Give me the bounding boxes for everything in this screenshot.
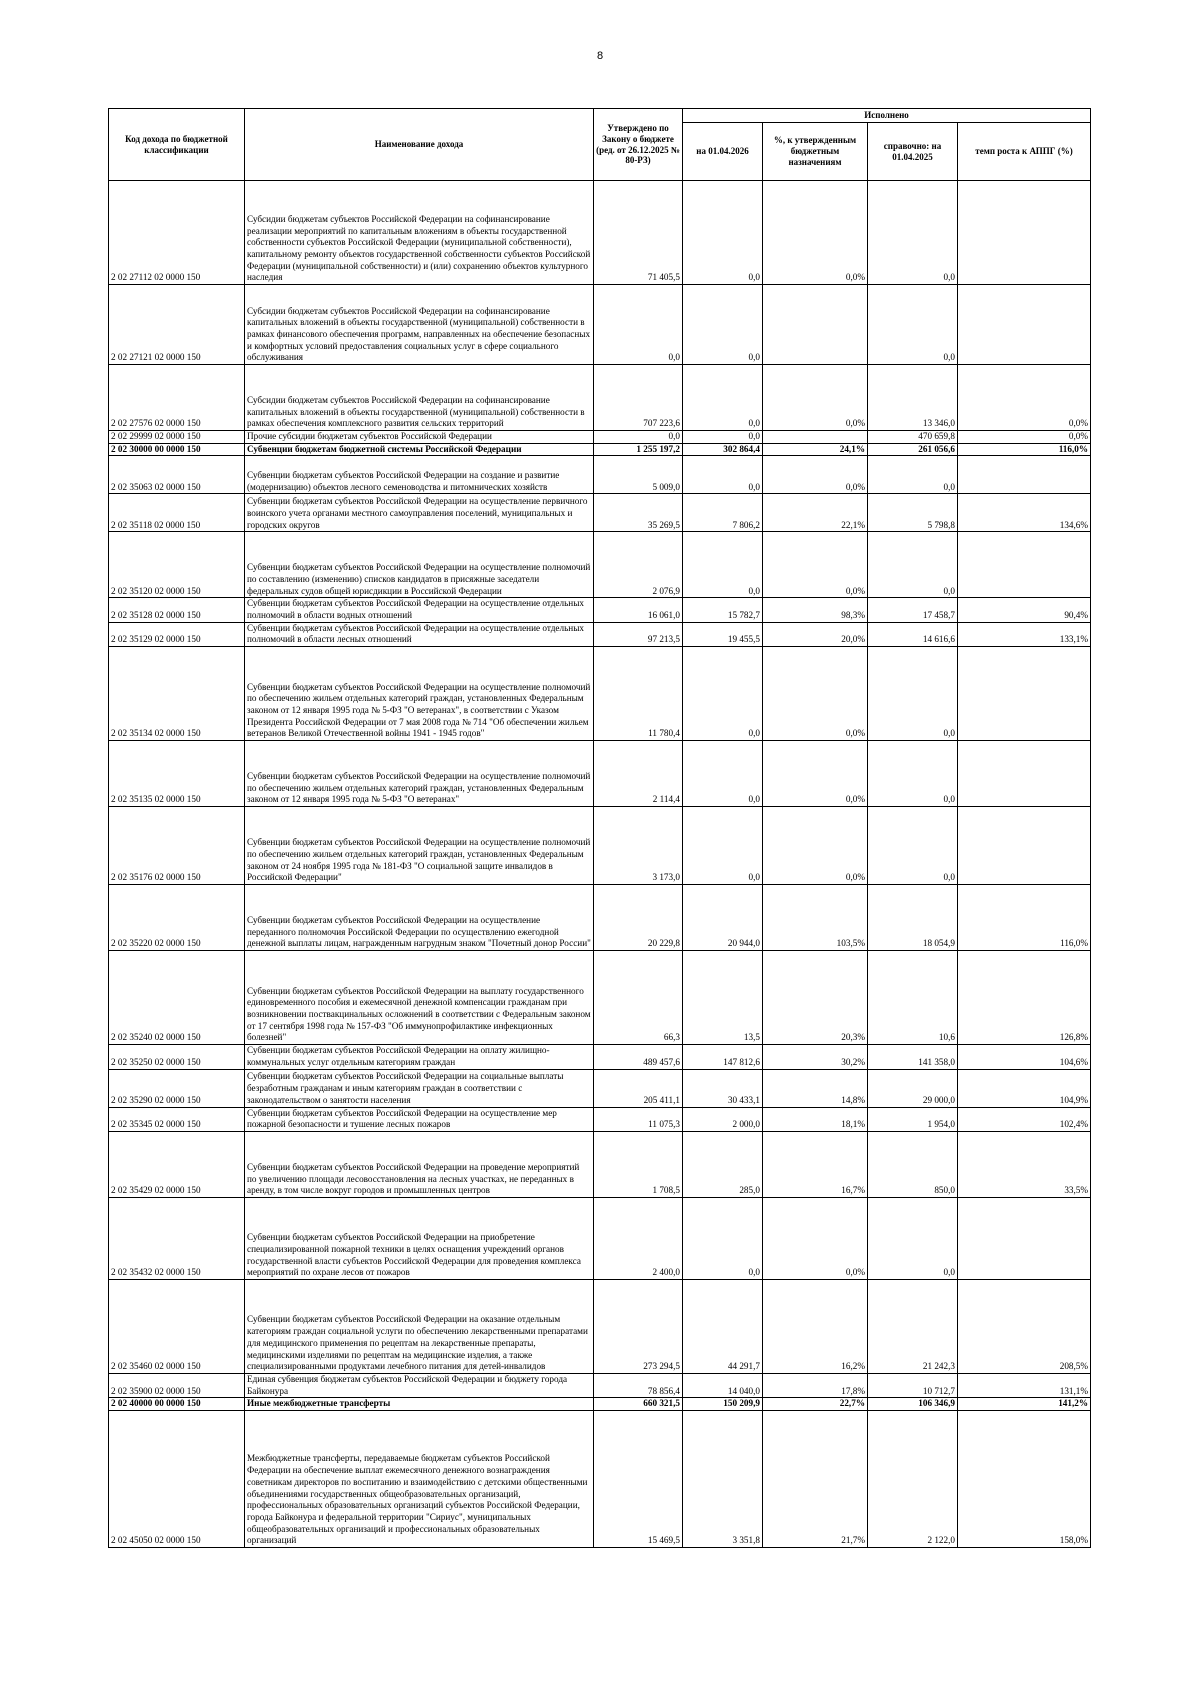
cell-percent: 20,3% bbox=[763, 951, 868, 1045]
cell-growth: 33,5% bbox=[958, 1131, 1091, 1197]
cell-executed: 0,0 bbox=[683, 181, 763, 285]
cell-percent: 16,2% bbox=[763, 1279, 868, 1373]
table-row bbox=[109, 807, 1091, 885]
header-on-date: на 01.04.2026 bbox=[683, 123, 763, 181]
cell-growth: 116,0% bbox=[958, 885, 1091, 951]
cell-percent: 30,2% bbox=[763, 1045, 868, 1069]
cell-growth bbox=[958, 181, 1091, 285]
header-code: Код дохода по бюджетной классификации bbox=[109, 109, 245, 181]
cell-percent: 0,0% bbox=[763, 456, 868, 494]
cell-code: 2 02 35900 02 0000 150 bbox=[109, 1373, 245, 1397]
cell-growth: 90,4% bbox=[958, 598, 1091, 622]
cell-approved: 16 061,0 bbox=[594, 598, 683, 622]
cell-approved: 15 469,5 bbox=[594, 1410, 683, 1547]
cell-percent: 0,0% bbox=[763, 647, 868, 741]
cell-percent: 98,3% bbox=[763, 598, 868, 622]
cell-growth: 131,1% bbox=[958, 1373, 1091, 1397]
cell-code: 2 02 27576 02 0000 150 bbox=[109, 365, 245, 431]
cell-name: Субвенции бюджетам субъектов Российской Федерации на создание и развитие (модернизацию) объектов лесного семеноводства и питомнических хозяйств bbox=[245, 456, 594, 494]
cell-approved: 66,3 bbox=[594, 951, 683, 1045]
cell-approved: 0,0 bbox=[594, 285, 683, 365]
table-row bbox=[109, 622, 1091, 646]
cell-approved: 97 213,5 bbox=[594, 622, 683, 646]
table-row bbox=[109, 951, 1091, 1045]
cell-reference: 21 242,3 bbox=[868, 1279, 958, 1373]
cell-name: Субсидии бюджетам субъектов Российской Федерации на софинансирование капитальных вложений в объекты государственной (муниципальной) собственности в рамках финансового обеспечения программ, направленных на обеспечение безопасных и комфортных условий предоставления социальных услуг в сфере социального обслуживания bbox=[245, 285, 594, 365]
cell-reference: 106 346,9 bbox=[868, 1398, 958, 1411]
cell-executed: 0,0 bbox=[683, 456, 763, 494]
cell-approved: 1 708,5 bbox=[594, 1131, 683, 1197]
table-row bbox=[109, 598, 1091, 622]
cell-approved: 489 457,6 bbox=[594, 1045, 683, 1069]
cell-growth bbox=[958, 647, 1091, 741]
cell-growth bbox=[958, 456, 1091, 494]
table-row bbox=[109, 1398, 1091, 1411]
cell-name: Субвенции бюджетам субъектов Российской Федерации на приобретение специализированной пожарной техники в целях оснащения учреждений органов государственной власти субъектов Российской Федерации для проведения комплекса мероприятий по охране лесов от пожаров bbox=[245, 1197, 594, 1279]
cell-approved: 205 411,1 bbox=[594, 1069, 683, 1107]
cell-approved: 0,0 bbox=[594, 431, 683, 444]
cell-growth: 104,9% bbox=[958, 1069, 1091, 1107]
cell-reference: 141 358,0 bbox=[868, 1045, 958, 1069]
cell-reference: 17 458,7 bbox=[868, 598, 958, 622]
cell-executed: 20 944,0 bbox=[683, 885, 763, 951]
cell-reference: 2 122,0 bbox=[868, 1410, 958, 1547]
cell-code: 2 02 35240 02 0000 150 bbox=[109, 951, 245, 1045]
cell-growth: 102,4% bbox=[958, 1107, 1091, 1131]
table-row bbox=[109, 1410, 1091, 1547]
cell-percent: 20,0% bbox=[763, 622, 868, 646]
cell-code: 2 02 35250 02 0000 150 bbox=[109, 1045, 245, 1069]
cell-executed: 0,0 bbox=[683, 1197, 763, 1279]
cell-code: 2 02 40000 00 0000 150 bbox=[109, 1398, 245, 1411]
cell-approved: 2 400,0 bbox=[594, 1197, 683, 1279]
cell-executed: 2 000,0 bbox=[683, 1107, 763, 1131]
table-row bbox=[109, 285, 1091, 365]
cell-name: Субвенции бюджетам субъектов Российской Федерации на проведение мероприятий по увеличению площади лесовосстановления на лесных участках, не переданных в аренду, в том числе вокруг городов и промышленных центров bbox=[245, 1131, 594, 1197]
cell-executed: 0,0 bbox=[683, 647, 763, 741]
cell-code: 2 02 35432 02 0000 150 bbox=[109, 1197, 245, 1279]
cell-name: Субвенции бюджетам субъектов Российской Федерации на осуществление переданного полномочия Российской Федерации по осуществлению ежегодной денежной выплаты лицам, награжденным нагрудным знаком "Почетный донор России" bbox=[245, 885, 594, 951]
table-row bbox=[109, 1373, 1091, 1397]
cell-name: Субвенции бюджетам субъектов Российской Федерации на осуществление полномочий по обеспечению жильем отдельных категорий граждан, установленных Федеральным законом от 12 января 1995 года № 5-ФЗ "О ветеранах", в соответствии с Указом Президента Российской Федерации от 7 мая 2008 года № 714 "Об обеспечении жильем ветеранов Великой Отечественной войны 1941 - 1945 годов" bbox=[245, 647, 594, 741]
table-row bbox=[109, 365, 1091, 431]
table-row bbox=[109, 885, 1091, 951]
header-percent: %, к утвержденным бюджетным назначениям bbox=[763, 123, 868, 181]
cell-growth: 208,5% bbox=[958, 1279, 1091, 1373]
cell-reference: 10 712,7 bbox=[868, 1373, 958, 1397]
cell-percent: 0,0% bbox=[763, 181, 868, 285]
header-reference: справочно: на 01.04.2025 bbox=[868, 123, 958, 181]
cell-reference: 0,0 bbox=[868, 285, 958, 365]
cell-percent: 18,1% bbox=[763, 1107, 868, 1131]
cell-code: 2 02 35128 02 0000 150 bbox=[109, 598, 245, 622]
cell-approved: 5 009,0 bbox=[594, 456, 683, 494]
cell-reference: 29 000,0 bbox=[868, 1069, 958, 1107]
cell-code: 2 02 27112 02 0000 150 bbox=[109, 181, 245, 285]
cell-growth: 0,0% bbox=[958, 431, 1091, 444]
header-name: Наименование дохода bbox=[245, 109, 594, 181]
cell-executed: 19 455,5 bbox=[683, 622, 763, 646]
table-row bbox=[109, 1279, 1091, 1373]
cell-name: Субвенции бюджетам субъектов Российской Федерации на осуществление полномочий по обеспечению жильем отдельных категорий граждан, установленных Федеральным законом от 24 ноября 1995 года № 181-ФЗ "О социальной защите инвалидов в Российской Федерации" bbox=[245, 807, 594, 885]
cell-code: 2 02 27121 02 0000 150 bbox=[109, 285, 245, 365]
cell-reference: 0,0 bbox=[868, 807, 958, 885]
cell-approved: 35 269,5 bbox=[594, 494, 683, 532]
cell-name: Субвенции бюджетам субъектов Российской Федерации на осуществление полномочий по обеспечению жильем отдельных категорий граждан, установленных Федеральным законом от 12 января 1995 года № 5-ФЗ "О ветеранах" bbox=[245, 741, 594, 807]
cell-code: 2 02 30000 00 0000 150 bbox=[109, 443, 245, 456]
cell-executed: 150 209,9 bbox=[683, 1398, 763, 1411]
table-row bbox=[109, 181, 1091, 285]
cell-code: 2 02 35134 02 0000 150 bbox=[109, 647, 245, 741]
cell-percent: 22,1% bbox=[763, 494, 868, 532]
cell-reference: 261 056,6 bbox=[868, 443, 958, 456]
cell-approved: 273 294,5 bbox=[594, 1279, 683, 1373]
table-row bbox=[109, 1131, 1091, 1197]
header-growth: темп роста к АППГ (%) bbox=[958, 123, 1091, 181]
cell-percent: 0,0% bbox=[763, 741, 868, 807]
cell-code: 2 02 35345 02 0000 150 bbox=[109, 1107, 245, 1131]
cell-percent: 17,8% bbox=[763, 1373, 868, 1397]
cell-executed: 44 291,7 bbox=[683, 1279, 763, 1373]
cell-percent: 22,7% bbox=[763, 1398, 868, 1411]
cell-code: 2 02 35063 02 0000 150 bbox=[109, 456, 245, 494]
cell-percent: 103,5% bbox=[763, 885, 868, 951]
cell-name: Субвенции бюджетам субъектов Российской Федерации на осуществление полномочий по составлению (изменению) списков кандидатов в присяжные заседатели федеральных судов общей юрисдикции в Российской Федерации bbox=[245, 532, 594, 598]
cell-name: Субвенции бюджетам субъектов Российской Федерации на оказание отдельным категориям граждан социальной услуги по обеспечению лекарственными препаратами для медицинского применения по рецептам на лекарственные препараты, медицинскими изделиями по рецептам на медицинские изделия, а также специализированными продуктами лечебного питания для детей-инвалидов bbox=[245, 1279, 594, 1373]
cell-approved: 11 780,4 bbox=[594, 647, 683, 741]
cell-percent bbox=[763, 285, 868, 365]
cell-code: 2 02 35120 02 0000 150 bbox=[109, 532, 245, 598]
cell-growth bbox=[958, 1197, 1091, 1279]
cell-executed: 7 806,2 bbox=[683, 494, 763, 532]
header-executed: Исполнено bbox=[683, 109, 1091, 123]
cell-name: Субсидии бюджетам субъектов Российской Федерации на софинансирование капитальных вложений в объекты государственной (муниципальной) собственности в рамках обеспечения комплексного развития сельских территорий bbox=[245, 365, 594, 431]
cell-executed: 0,0 bbox=[683, 285, 763, 365]
cell-executed: 0,0 bbox=[683, 365, 763, 431]
cell-executed: 302 864,4 bbox=[683, 443, 763, 456]
table-row bbox=[109, 443, 1091, 456]
cell-code: 2 02 35118 02 0000 150 bbox=[109, 494, 245, 532]
cell-name: Субвенции бюджетам бюджетной системы Российской Федерации bbox=[245, 443, 594, 456]
cell-growth: 104,6% bbox=[958, 1045, 1091, 1069]
cell-code: 2 02 35220 02 0000 150 bbox=[109, 885, 245, 951]
cell-reference: 0,0 bbox=[868, 741, 958, 807]
cell-executed: 0,0 bbox=[683, 431, 763, 444]
table-row bbox=[109, 1045, 1091, 1069]
cell-executed: 0,0 bbox=[683, 741, 763, 807]
cell-percent: 16,7% bbox=[763, 1131, 868, 1197]
cell-percent: 24,1% bbox=[763, 443, 868, 456]
cell-reference: 13 346,0 bbox=[868, 365, 958, 431]
table-row bbox=[109, 1197, 1091, 1279]
cell-approved: 2 076,9 bbox=[594, 532, 683, 598]
cell-percent: 14,8% bbox=[763, 1069, 868, 1107]
cell-approved: 71 405,5 bbox=[594, 181, 683, 285]
cell-reference: 0,0 bbox=[868, 1197, 958, 1279]
budget-revenue-table bbox=[108, 108, 1091, 1548]
table-row bbox=[109, 532, 1091, 598]
cell-growth bbox=[958, 285, 1091, 365]
cell-percent bbox=[763, 431, 868, 444]
cell-executed: 15 782,7 bbox=[683, 598, 763, 622]
cell-growth bbox=[958, 807, 1091, 885]
page-number: 8 bbox=[596, 50, 604, 62]
cell-growth: 116,0% bbox=[958, 443, 1091, 456]
cell-reference: 1 954,0 bbox=[868, 1107, 958, 1131]
cell-approved: 660 321,5 bbox=[594, 1398, 683, 1411]
cell-growth bbox=[958, 741, 1091, 807]
cell-name: Межбюджетные трансферты, передаваемые бюджетам субъектов Российской Федерации на обеспечение выплат ежемесячного денежного вознаграждения советникам директоров по воспитанию и взаимодействию с детскими общественными объединениями государственных общеобразовательных организаций, профессиональных образовательных организаций субъектов Российской Федерации, города Байконура и федеральной территории "Сириус", муниципальных общеобразовательных организаций и профессиональных образовательных организаций bbox=[245, 1410, 594, 1547]
cell-reference: 850,0 bbox=[868, 1131, 958, 1197]
table-body bbox=[109, 181, 1091, 1548]
cell-name: Субвенции бюджетам субъектов Российской Федерации на социальные выплаты безработным гражданам и иным категориям граждан в соответствии с законодательством о занятости населения bbox=[245, 1069, 594, 1107]
table-row bbox=[109, 1069, 1091, 1107]
table-row bbox=[109, 647, 1091, 741]
cell-growth: 126,8% bbox=[958, 951, 1091, 1045]
cell-reference: 18 054,9 bbox=[868, 885, 958, 951]
cell-name: Субвенции бюджетам субъектов Российской Федерации на осуществление отдельных полномочий в области лесных отношений bbox=[245, 622, 594, 646]
cell-name: Субвенции бюджетам субъектов Российской Федерации на оплату жилищно-коммунальных услуг отдельным категориям граждан bbox=[245, 1045, 594, 1069]
cell-reference: 0,0 bbox=[868, 456, 958, 494]
cell-approved: 2 114,4 bbox=[594, 741, 683, 807]
cell-executed: 13,5 bbox=[683, 951, 763, 1045]
table-row bbox=[109, 431, 1091, 444]
cell-code: 2 02 35176 02 0000 150 bbox=[109, 807, 245, 885]
cell-approved: 11 075,3 bbox=[594, 1107, 683, 1131]
cell-name: Субвенции бюджетам субъектов Российской Федерации на выплату государственного единовременного пособия и ежемесячной денежной компенсации гражданам при возникновении поствакцинальных осложнений в соответствии с Федеральным законом от 17 сентября 1998 года № 157-ФЗ "Об иммунопрофилактике инфекционных болезней" bbox=[245, 951, 594, 1045]
cell-name: Единая субвенция бюджетам субъектов Российской Федерации и бюджету города Байконура bbox=[245, 1373, 594, 1397]
cell-growth: 158,0% bbox=[958, 1410, 1091, 1547]
cell-reference: 470 659,8 bbox=[868, 431, 958, 444]
table-row bbox=[109, 741, 1091, 807]
table-row bbox=[109, 494, 1091, 532]
cell-percent: 0,0% bbox=[763, 532, 868, 598]
cell-code: 2 02 35135 02 0000 150 bbox=[109, 741, 245, 807]
cell-reference: 14 616,6 bbox=[868, 622, 958, 646]
cell-reference: 5 798,8 bbox=[868, 494, 958, 532]
table-row bbox=[109, 1107, 1091, 1131]
cell-approved: 78 856,4 bbox=[594, 1373, 683, 1397]
cell-growth: 141,2% bbox=[958, 1398, 1091, 1411]
cell-name: Субвенции бюджетам субъектов Российской Федерации на осуществление отдельных полномочий в области водных отношений bbox=[245, 598, 594, 622]
cell-percent: 0,0% bbox=[763, 807, 868, 885]
cell-growth bbox=[958, 532, 1091, 598]
cell-code: 2 02 29999 02 0000 150 bbox=[109, 431, 245, 444]
table-row bbox=[109, 456, 1091, 494]
cell-growth: 134,6% bbox=[958, 494, 1091, 532]
cell-executed: 147 812,6 bbox=[683, 1045, 763, 1069]
cell-percent: 0,0% bbox=[763, 1197, 868, 1279]
cell-reference: 0,0 bbox=[868, 647, 958, 741]
cell-executed: 0,0 bbox=[683, 532, 763, 598]
cell-executed: 14 040,0 bbox=[683, 1373, 763, 1397]
cell-code: 2 02 35460 02 0000 150 bbox=[109, 1279, 245, 1373]
cell-executed: 0,0 bbox=[683, 807, 763, 885]
cell-approved: 707 223,6 bbox=[594, 365, 683, 431]
cell-code: 2 02 35429 02 0000 150 bbox=[109, 1131, 245, 1197]
cell-reference: 10,6 bbox=[868, 951, 958, 1045]
cell-reference: 0,0 bbox=[868, 532, 958, 598]
cell-approved: 20 229,8 bbox=[594, 885, 683, 951]
cell-name: Субвенции бюджетам субъектов Российской Федерации на осуществление первичного воинского учета органами местного самоуправления поселений, муниципальных и городских округов bbox=[245, 494, 594, 532]
cell-percent: 21,7% bbox=[763, 1410, 868, 1547]
cell-name: Субсидии бюджетам субъектов Российской Федерации на софинансирование реализации мероприятий по капитальным вложениям в объекты государственной собственности субъектов Российской Федерации (муниципальной собственности), капитальному ремонту объектов государственной собственности субъектов Российской Федерации (муниципальной собственности) и (или) сохранению объектов культурного наследия bbox=[245, 181, 594, 285]
header-approved: Утверждено по Закону о бюджете (ред. от 26.12.2025 № 80-РЗ) bbox=[594, 109, 683, 181]
cell-name: Иные межбюджетные трансферты bbox=[245, 1398, 594, 1411]
cell-code: 2 02 45050 02 0000 150 bbox=[109, 1410, 245, 1547]
cell-percent: 0,0% bbox=[763, 365, 868, 431]
cell-name: Субвенции бюджетам субъектов Российской Федерации на осуществление мер пожарной безопасности и тушение лесных пожаров bbox=[245, 1107, 594, 1131]
cell-reference: 0,0 bbox=[868, 181, 958, 285]
cell-approved: 1 255 197,2 bbox=[594, 443, 683, 456]
cell-growth: 133,1% bbox=[958, 622, 1091, 646]
cell-code: 2 02 35129 02 0000 150 bbox=[109, 622, 245, 646]
cell-name: Прочие субсидии бюджетам субъектов Российской Федерации bbox=[245, 431, 594, 444]
cell-growth: 0,0% bbox=[958, 365, 1091, 431]
cell-approved: 3 173,0 bbox=[594, 807, 683, 885]
cell-executed: 285,0 bbox=[683, 1131, 763, 1197]
cell-executed: 3 351,8 bbox=[683, 1410, 763, 1547]
cell-executed: 30 433,1 bbox=[683, 1069, 763, 1107]
cell-code: 2 02 35290 02 0000 150 bbox=[109, 1069, 245, 1107]
